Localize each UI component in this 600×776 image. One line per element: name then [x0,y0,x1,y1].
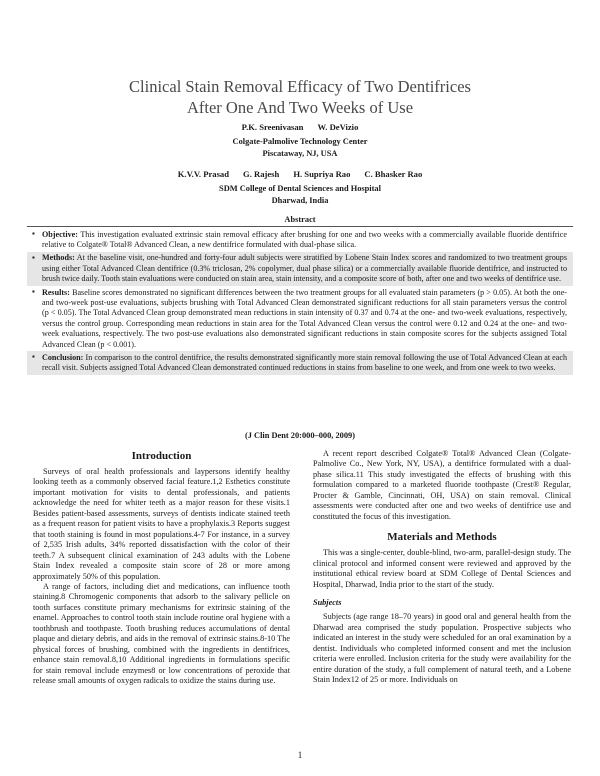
paper-title [0,76,600,118]
affiliation-1 [0,136,600,160]
methods-heading: Materials and Methods [387,531,497,544]
subjects-paragraph: Subjects (age range 18–70 years) in good oral and general health from the Dharwad area comprised the study population. Prospective subjects who indicated an interest in the study were scheduled for an oral examination by a dentist. Individuals who completed informed consent and met the inclusion criteria were enrolled. Inclusion criteria for the study were availability for the entire duration of the study, a full complement of natural teeth, and a Lobene Stain Index12 of 25 or more. Individuals on [313,612,571,685]
abstract-objective [27,228,573,252]
abstract-label: Methods: [42,253,75,263]
methods-paragraph: This was a single-center, double-blind, two-arm, parallel-design study. The clinical protocol and informed consent were reviewed and approved by the institutional ethical review board at SDM College of Dental Sciences and Hospital, Dharwad, India prior to the start of the study. [313,548,571,589]
title-line-2: After One And Two Weeks of Use [186,98,414,117]
affiliation-name: SDM College of Dental Sciences and Hospital [219,184,381,193]
page-number: 1 [297,750,303,760]
author-list-2 [0,168,600,180]
title-line-1: Clinical Stain Removal Efficacy of Two Dentifrices [129,77,471,96]
abstract-label: Objective: [42,229,78,239]
bullet-icon: ▪ [32,229,35,238]
affiliation-location: Piscataway, NJ, USA [262,149,338,158]
introduction-heading: Introduction [131,450,192,462]
abstract-methods [27,252,573,286]
author-name: W. DeVizio [317,122,359,132]
abstract-body [27,228,573,375]
affiliation-name: Colgate-Palmolive Technology Center [232,137,368,146]
left-column [33,449,290,687]
abstract-top-rule [27,226,573,227]
abstract-text: At the baseline visit, one-hundred and forty-four adult subjects were stratified by Lobene Stain Index scores and randomized to two treatment groups using either Total Advanced Clean dentifrice (0.3% triclosan, 2% copolymer, dual phase silica) or a commercially available fluoride dentifrice, and instructed to brush twice daily. Tooth stain evaluations were conducted on stain area, stain intensity, and a composite score of both, after one and two weeks of dentifrice use. [42,253,567,284]
affiliation-location: Dharwad, India [271,196,329,205]
subjects-heading: Subjects [313,597,342,607]
abstract-conclusion [27,351,573,375]
bullet-icon: ▪ [32,352,35,362]
abstract-text: Baseline scores demonstrated no significant differences between the two treatment groups for all evaluated stain parameters (p > 0.05). At both the one- and two-week post-use evaluations, subjects brushing with Total Advanced Clean demonstrated significant reductions for all stain parameters versus the control (p < 0.05). The Total Advanced Clean group demonstrated mean reductions in stain intensity of 0.37 and 0.74 at the one- and two-week evaluations, respectively, versus the control group. Corresponding mean reductions in stain area for the Total Advanced Clean versus the control were 0.12 and 0.24 at the one- and two-week evaluations, respectively. The two post-use evaluations also demonstrated significant reductions in stain composite scores for the subjects assigned Total Advanced Clean (p < 0.001). [42,287,567,349]
author-name: K.V.V. Prasad [177,169,230,179]
author-list-1 [0,121,600,133]
abstract-heading: Abstract [284,215,316,224]
author-name: H. Supriya Rao [293,169,351,179]
author-name: G. Rajesh [243,169,280,179]
intro-paragraph: A range of factors, including diet and medications, can influence tooth staining.8 Chromogenic components that adsorb to the salivary pellicle on tooth surfaces constitute primary mechanisms for extrinsic staining of the enamel. Approaches to control tooth stain include routine oral hygiene with a toothbrush and toothpaste. Tooth brushing reduces accumulations of dental plaque and dietary debris, and aids in the removal of extrinsic stains.8-10 The physical forces of brushing, combined with the ingredients in dentifrices, enhance stain removal.8,10 Additional ingredients in formulations specific for stain removal include enzymes8 or low concentrations of peroxide that release small amounts of oxygen radicals to oxidize the stains during use. [33,581,290,686]
abstract-results [27,286,573,351]
abstract-label: Conclusion: [42,352,84,362]
author-name: P.K. Sreenivasan [241,122,304,132]
abstract-text: In comparison to the control dentifrice, the results demonstrated significantly more stain removal following the use of Total Advanced Clean at each recall visit. Subjects assigned Total Advanced Clean demonstrated continued reductions in stains from baseline to one week, and from one week to two weeks. [42,352,567,373]
affiliation-2 [0,183,600,207]
intro-continued-paragraph: A recent report described Colgate® Total® Advanced Clean (Colgate-Palmolive Co., New York, NY, USA), a dentifrice formulated with a dual-phase silica.11 This study investigated the effects of brushing with this formulation compared to a marketed fluoride toothpaste (Crest® Regular, Procter & Gamble, Cincinnati, OH, USA) on stain removal. Clinical assessments were conducted after one and two weeks of dentifrice use and constituted the focus of this investigation. [313,449,571,521]
abstract-text: This investigation evaluated extrinsic stain removal efficacy after brushing for one and two weeks with a commercially available fluoride dentifrice relative to Colgate® Total® Advanced Clean, a new dentifrice formulated with dual-phase silica. [42,229,567,249]
bullet-icon: ▪ [32,287,35,297]
right-column [313,449,571,686]
abstract-label: Results: [42,287,70,297]
journal-citation: (J Clin Dent 20:000–000, 2009) [244,431,356,440]
bullet-icon: ▪ [32,252,35,262]
author-name: C. Bhasker Rao [364,169,423,179]
intro-paragraph: Surveys of oral health professionals and laypersons identify healthy looking teeth as a commonly observed facial feature.1,2 Esthetics constitute important motivation for visits to dental professionals, and patients acknowledge the need for whiter teeth as a major reason for these visits.1 Besides patient-based assessments, surveys of dentists indicate stained teeth as a frequent reason for patient visits to have a prophylaxis.3 Reports suggest that tooth staining is found in most populations.4-7 For instance, in a survey of 2,535 Irish adults, 34% reported dissatisfaction with the color of their teeth.7 A subsequent clinical examination of 243 adults with the Lobene Stain Index revealed a composite stain score of 28 or more among approximately 50% of this population. [33,467,290,581]
